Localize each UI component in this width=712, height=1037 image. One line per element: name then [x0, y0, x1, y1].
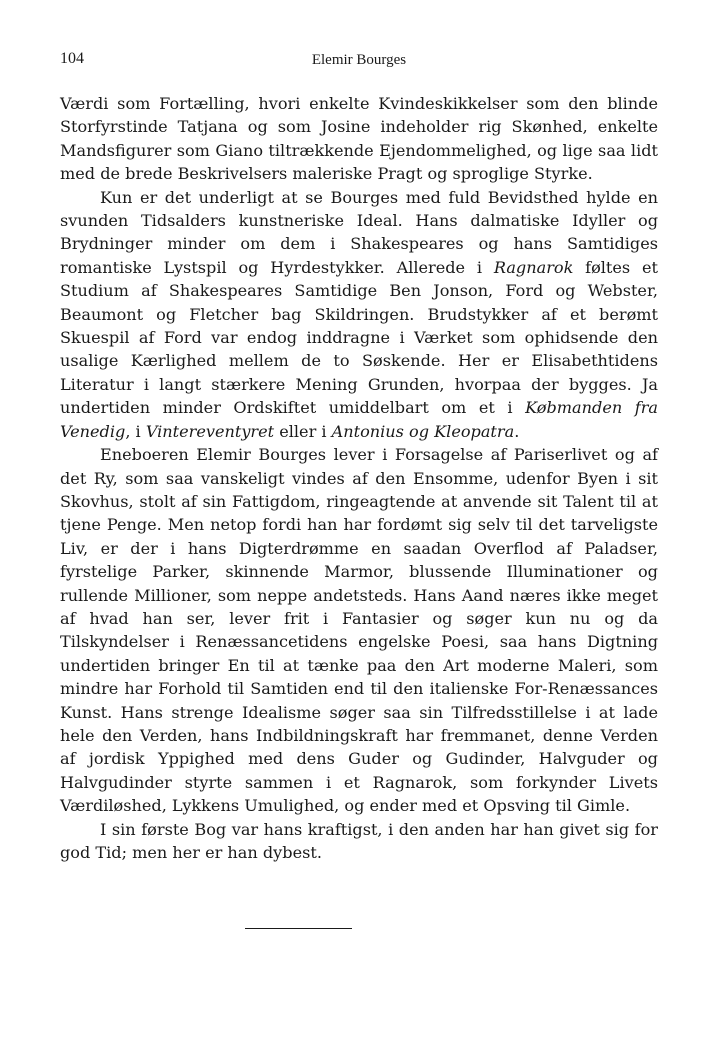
text-segment: Kun er det underligt at se Bourges med fuld Bevidsthed hylde en svunden Tidsalders kunstneriske Ideal. Hans dalmatiske Idyller og Brydninger minder om dem i Shakespeares og hans Samtidiges romantiske Lystspil og Hyrdestykker. Allerede i: [60, 187, 658, 277]
text-segment: føltes et Studium af Shakespeares Samtidige Ben Jonson, Ford og Webster, Beaumont og Fletcher bag Skildringen. Brudstykker af et berømt Skuespil af Ford var endog inddragne i Værket som ophidsende den usalige Kærlighed mellem de to Søskende. Her er Elisabethtidens Literatur i langt stærkere Mening Grunden, hvorpaa der bygges. Ja undertiden minder Ordskiftet umiddelbart om et i: [60, 257, 658, 418]
page-header: [60, 40, 658, 70]
paragraph: [60, 818, 658, 865]
text-segment: Værdi som Fortælling, hvori enkelte Kvindeskikkelser som den blinde Storfyrstinde Tatjana og som Josine indeholder rig Skønhed, enkelte Mandsfigurer som Giano tiltrækkende Ejendommelighed, og lige saa lidt med de brede Beskrivelsers maleriske Pragt og sproglige Styrke.: [60, 94, 658, 184]
page: [60, 40, 658, 864]
italic-title: Ragnarok: [493, 257, 574, 277]
italic-title: Antonius og Kleopatra: [331, 421, 515, 441]
text-segment: eller i: [274, 421, 332, 441]
paragraph: [60, 186, 658, 443]
page-number: 104: [60, 50, 84, 67]
italic-title: Vintereventyret: [145, 421, 275, 441]
text-segment: .: [514, 421, 520, 441]
running-head: Elemir Bourges: [311, 52, 407, 68]
text-segment: I sin første Bog var hans kraftigst, i den anden har han givet sig for god Tid; men her er han dybest.: [60, 819, 658, 862]
paragraph: [60, 443, 658, 818]
paragraph: [60, 92, 658, 186]
text-segment: Eneboeren Elemir Bourges lever i Forsagelse af Pariserlivet og af det Ry, som saa vanskeligt vindes af den Ensomme, udenfor Byen i sit Skovhus, stolt af sin Fattigdom, ringeagtende at anvende sit Talent til at tjene Penge. Men netop fordi han har fordømt sig selv til det tarveligste Liv, er der i hans Digterdrømme en saadan Overflod af Paladser, fyrstelige Parker, skinnende Marmor, blussende Illuminationer og rullende Millioner, som neppe andetsteds. Hans Aand næres ikke meget af hvad han ser, lever frit i Fantasier og søger kun nu og da Tilskyndelser i Renæssancetidens engelske Poesi, saa hans Digtning undertiden bringer En til at tænke paa den Art moderne Maleri, som mindre har Forhold til Samtiden end til den italienske For-Renæssances Kunst. Hans strenge Idealisme søger saa sin Tilfredsstillelse i at lade hele den Verden, hans Indbildningskraft har fremmanet, denne Verden af jordisk Yppighed med dens Guder og Gudinder, Halvguder og Halvgudinder styrte sammen i et Ragnarok, som forkynder Livets Værdiløshed, Lykkens Umulighed, og ender med et Opsving til Gimle.: [60, 445, 658, 816]
section-end-rule: [245, 928, 352, 929]
italic-title: Købmanden fra Venedig: [60, 398, 658, 441]
text-segment: , i: [125, 421, 146, 441]
body-text: [60, 92, 658, 864]
